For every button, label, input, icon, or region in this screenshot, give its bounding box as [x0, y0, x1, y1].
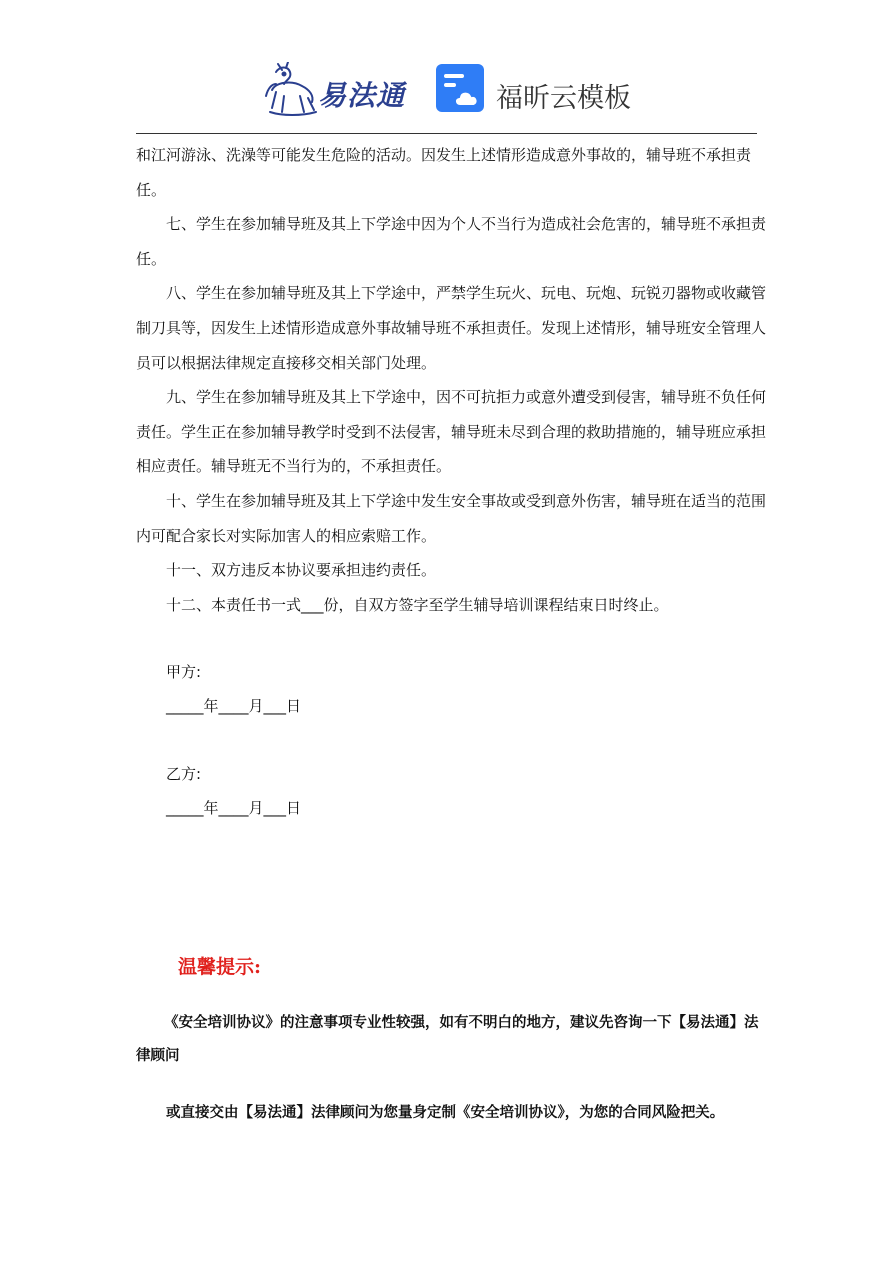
- clause-11: 十一、双方违反本协议要承担违约责任。: [166, 561, 437, 580]
- clause-8: 八、学生在参加辅导班及其上下学途中，严禁学生玩火、玩电、玩炮、玩锐刃器物或收藏管制刀具等，因发生上述情形造成意外事故辅导班不承担责任。发现上述情形，辅导班安全管理人员可以根据法律规定直接移交相关部门处理。: [136, 284, 767, 372]
- tips-paragraph-1: [136, 1006, 766, 1072]
- clause-10: 十、学生在参加辅导班及其上下学途中发生安全事故或受到意外伤害，辅导班在适当的范围内可配合家长对实际加害人的相应索赔工作。: [136, 491, 767, 545]
- tips-title: 温馨提示:: [178, 956, 262, 978]
- tips-line-2: 或直接交由【易法通】法律顾问为您量身定制《安全培训协议》，为您的合同风险把关。: [166, 1104, 725, 1121]
- party-a-date: _____年____月___日: [166, 697, 302, 715]
- tips-line-1: 《安全培训协议》的注意事项专业性较强，如有不明白的地方，建议先咨询一下【易法通】法律顾问: [136, 1014, 759, 1064]
- page-header: [0, 58, 893, 122]
- agreement-body: [136, 138, 768, 622]
- clause-continued: 和江河游泳、洗澡等可能发生危险的活动。因发生上述情形造成意外事故的，辅导班不承担责任。: [136, 146, 752, 199]
- clause-7: 七、学生在参加辅导班及其上下学途中因为个人不当行为造成社会危害的，辅导班不承担责任。: [136, 215, 767, 268]
- tips-paragraph-2: [136, 1096, 766, 1129]
- foxit-template-logo-text: 福昕云模板: [496, 83, 631, 114]
- yifatong-logo-text: 易法通: [318, 79, 406, 112]
- clause-12: 十二、本责任书一式___份，自双方签字至学生辅导培训课程结束日时终止。: [166, 595, 669, 614]
- qilin-icon: [262, 62, 320, 118]
- header-divider: [136, 133, 757, 134]
- cloud-document-icon: [436, 64, 486, 116]
- party-b-date: _____年____月___日: [166, 799, 302, 817]
- party-b-label: 乙方:: [166, 765, 202, 783]
- yifatong-logo: [262, 62, 412, 118]
- clause-9: 九、学生在参加辅导班及其上下学途中，因不可抗拒力或意外遭受到侵害，辅导班不负任何责任。学生正在参加辅导教学时受到不法侵害，辅导班未尽到合理的救助措施的，辅导班应承担相应责任。辅导班无不当行为的，不承担责任。: [136, 388, 767, 476]
- party-a-label: 甲方:: [166, 663, 202, 681]
